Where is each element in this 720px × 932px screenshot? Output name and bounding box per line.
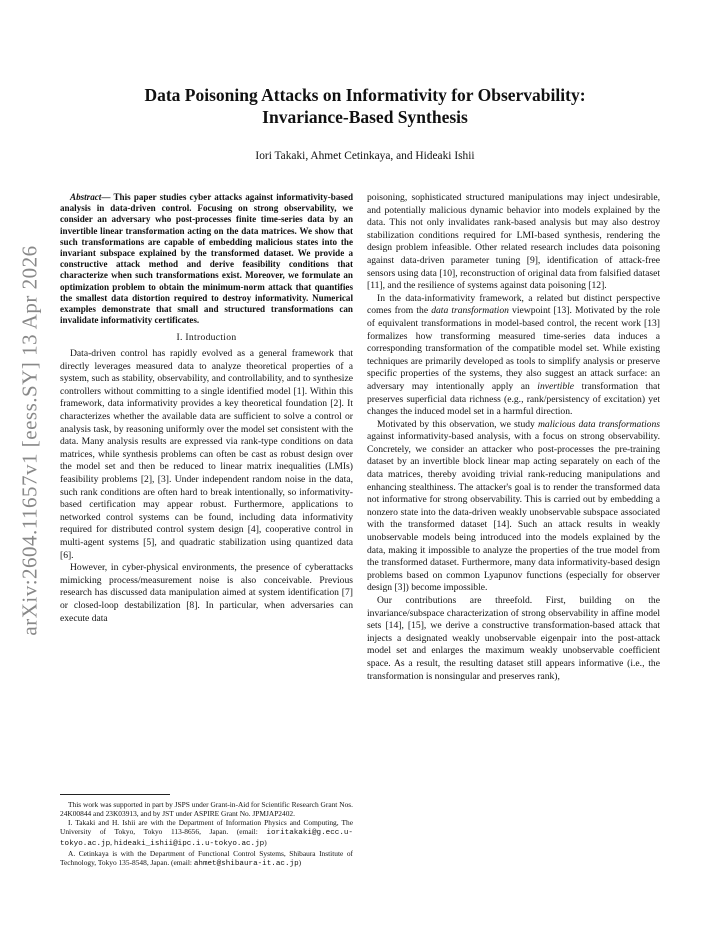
abstract	[60, 192, 353, 326]
section-heading-introduction: I. Introduction	[176, 332, 237, 344]
title-line-2: Invariance-Based Synthesis	[262, 107, 468, 127]
intro-paragraph-4: In the data-informativity framework, a related but distinct perspective comes from the data transformation viewpoint [13]. Motivated by the role of equivalent transformations in model-based control, the recent work [13] formalizes how transforming measured time-series data induces a corresponding transformation of the compatible model set. While existing techniques are primarily developed as tools to simplify analysis or preserve specific properties of the systems, they also suggest an attack surface: an adversary may intentionally apply an invertible transformation that preserves superficial data richness (e.g., rank/persistency of excitation) yet changes the induced model set in a harmful direction.	[367, 292, 660, 418]
intro-paragraph-2: However, in cyber-physical environments, the presence of cyberattacks mimicking process/measurement noise is also conceivable. Previous research has discussed data manipulation aimed at system identification [7] or closed-loop destabilization [8]. In particular, when adversaries can execute data	[60, 562, 353, 624]
right-column	[367, 192, 660, 683]
arxiv-sidebar-stamp	[12, 244, 48, 636]
footnote-funding: This work was supported in part by JSPS under Grant-in-Aid for Scientific Research Grant Nos. 24K00844 and 23K03913, and by JST under ASPIRE Grant No. JPMJAP2402.	[60, 800, 353, 818]
footnote-rule	[60, 794, 170, 795]
email-cetinkaya: ahmet@shibaura-it.ac.jp	[193, 860, 299, 868]
intro-paragraph-5: Motivated by this observation, we study malicious data transformations against informativity-based analysis, with a focus on strong observability. Concretely, we consider an attacker who post-processes the pre-training dataset by an invertible block linear map acting separately on each of the data matrices, thereby avoiding trivial rank-reducing manipulations and enhancing stealthiness. The attacker's goal is to render the transformed data not informative for strong observability. This is carried out by embedding a nonzero state into the data-driven weakly unobservable subspace associated with the transformed dataset [14]. Such an attack results in weakly unobservable models being introduced into the models explained by the data, making it impossible to analyze the properties of the true model from the transformed dataset. Furthermore, many data informativity-based design problems based on common Lyapunov functions (especially for observer design [3]) become impossible.	[367, 418, 660, 594]
title-line-1: Data Poisoning Attacks on Informativity for Observability:	[144, 85, 586, 105]
arxiv-identifier: arXiv:2604.11657v1 [eess.SY] 13 Apr 2026	[17, 244, 42, 636]
intro-paragraph-1: Data-driven control has rapidly evolved as a general framework that directly leverages measured data to analyze theoretical properties of a system, such as stability, observability, and controllability, and to synthesize controllers without committing to a single identified model [1]. Within this framework, data informativity provides a key theoretical foundation [2]. It characterizes whether the available data are sufficient to solve a control or analysis task, by reasoning uniformly over the model set consistent with the data. Many analysis results are expressed via rank-type conditions on data matrices, while synthesis problems can often be cast as robust design over the model set and then be reduced to linear matrix inequalities (LMIs) feasibility problems [2], [3]. Under independent random noise in the data, such rank conditions are often hard to break intentionally, so informativity-based certification may appear robust. Furthermore, applications to networked control systems can be found, including data informativity required for distributed control system design [4], cooperative control in multi-agent systems [5], and quadratic stabilization using quantized data [6].	[60, 348, 353, 561]
footnote-affiliation-2: A. Cetinkaya is with the Department of Functional Control Systems, Shibaura Institute of Technology, Tokyo 135-8548, Japan. (email: ahmet@shibaura-it.ac.jp)	[60, 849, 353, 868]
abstract-text: — This paper studies cyber attacks against informativity-based analysis in data-driven control. Focusing on strong observability, we consider an adversary who post-processes finite time-series data by an invertible linear transformation acting on the data matrices. We show that such transformations are capable of embedding malicious states into the invariant subspace explained by the transformed dataset. We provide a constructive attack method and derive feasibility conditions that characterize when such transformations exist. Moreover, we formulate an optimization problem to obtain the minimum-norm attack that quantifies the smallest data distortion required to destroy informativity. Numerical examples demonstrate that small and structured transformations can invalidate informativity certificates.	[60, 192, 353, 326]
footnotes	[60, 794, 353, 869]
email-ishii: hideaki_ishii@ipc.i.u-tokyo.ac.jp	[113, 840, 265, 848]
abstract-label: Abstract	[70, 192, 102, 202]
email-takaki: ioritakaki@g.ecc.u-tokyo.ac.jp	[60, 829, 353, 848]
footnote-affiliation-1: I. Takaki and H. Ishii are with the Department of Information Physics and Computing, The University of Tokyo, Tokyo 113-8656, Japan. (email: ioritakaki@g.ecc.u-tokyo.ac.jp, hideaki_ishii@ipc.i.u-tokyo.ac.jp)	[60, 818, 353, 848]
paper-title	[90, 84, 640, 128]
intro-paragraph-3: poisoning, sophisticated structured manipulations may inject undesirable, and potentially malicious dynamic behavior into models explained by the data. This not only invalidates rank-based analysis but may also destroy stabilization conditions required for LMI-based synthesis, rendering the design problem infeasible. Other related research includes data poisoning against data-driven parameter tuning [9], identification of attack-free sensors using data [10], reconstruction of original data from falsified dataset [11], and the resilience of systems against data poisoning [12].	[367, 192, 660, 292]
intro-paragraph-6: Our contributions are threefold. First, building on the invariance/subspace characterization of strong observability in affine model sets [14], [15], we derive a constructive transformation-based attack that injects a designated weakly unobservable eigenpair into the post-attack model set and enlarges the maximum weakly unobservable coefficient space. As a result, the resulting dataset still appears informative (i.e., the transformation is nonsingular and preserves rank),	[367, 595, 660, 682]
left-column	[60, 192, 353, 625]
author-list: Iori Takaki, Ahmet Cetinkaya, and Hideaki Ishii	[255, 150, 475, 162]
